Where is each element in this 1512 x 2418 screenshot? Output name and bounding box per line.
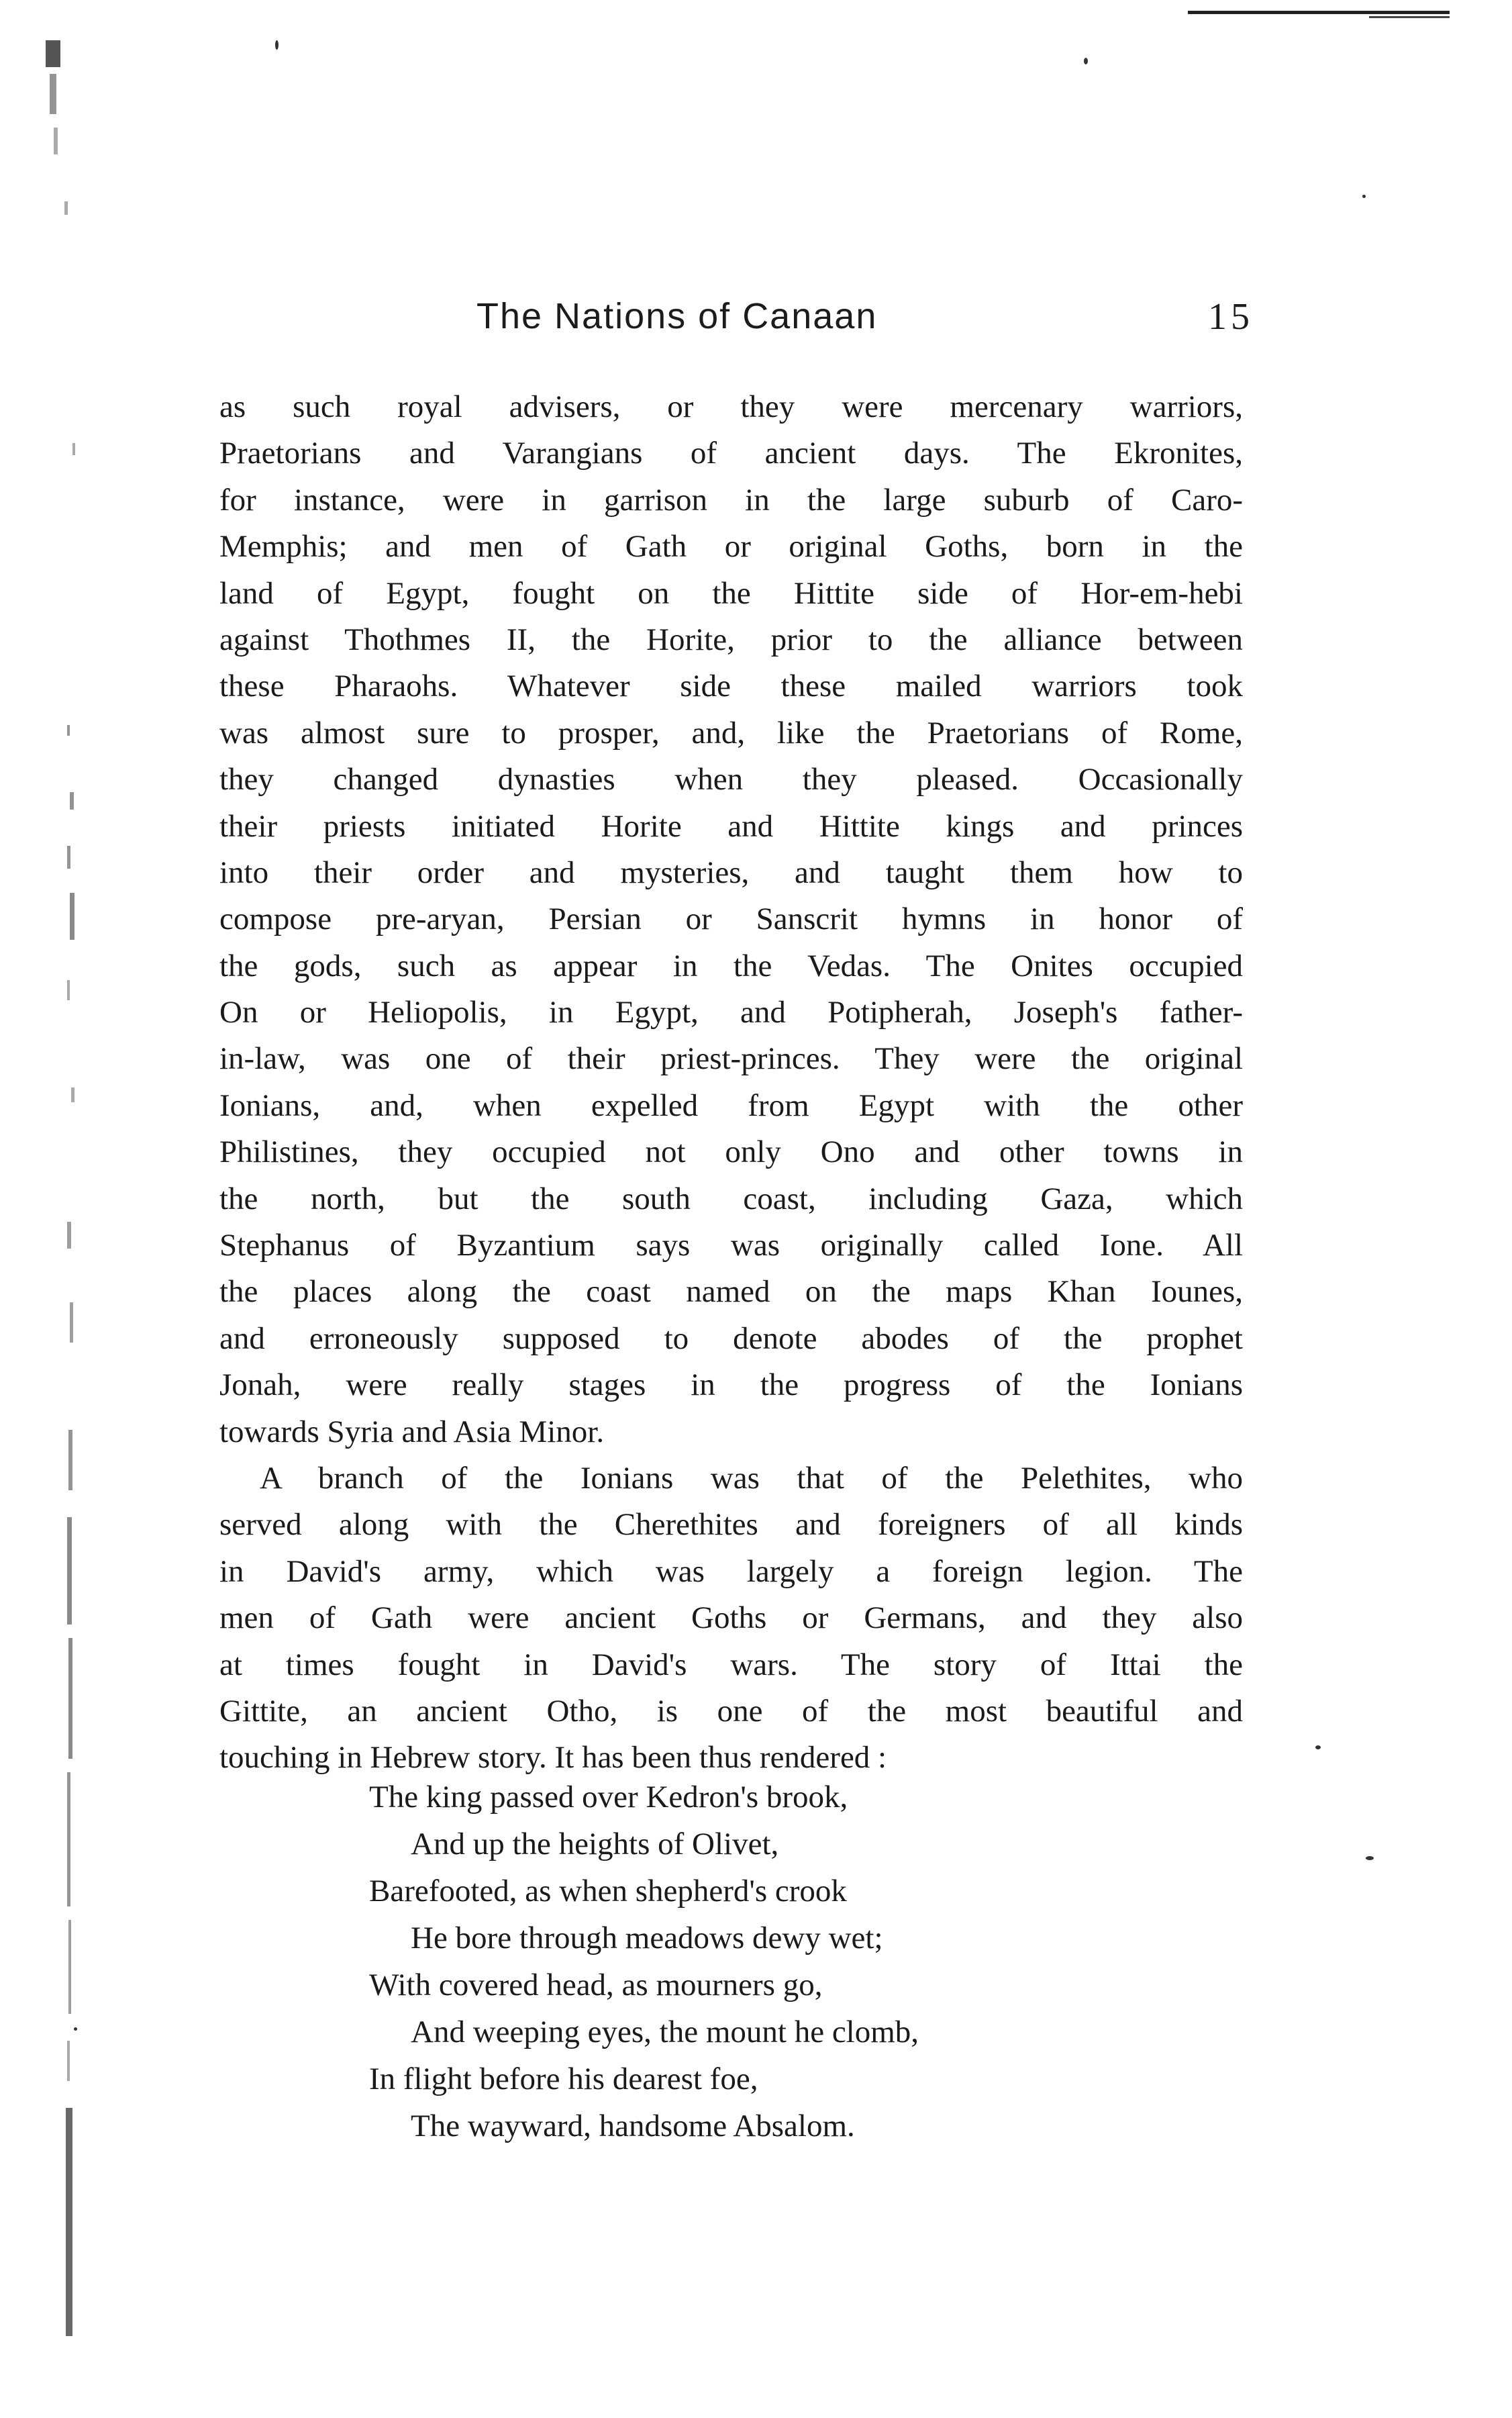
text-line: Praetorians and Varangians of ancient days. The Ekronites,	[219, 436, 1243, 471]
text-line: as such royal advisers, or they were mercenary warriors,	[219, 389, 1243, 424]
running-title: The Nations of Canaan	[476, 296, 878, 336]
poem-line: Barefooted, as when shepherd's crook	[369, 1874, 847, 1908]
body-text	[219, 384, 1243, 1782]
ink-speck	[1366, 1856, 1374, 1860]
text-line: the places along the coast named on the maps Khan Iounes,	[219, 1274, 1243, 1310]
text-line: and erroneously supposed to denote abodes of the prophet	[219, 1320, 1243, 1356]
text-line: A branch of the Ionians was that of the Pelethites, who	[260, 1460, 1243, 1496]
poem-line: He bore through meadows dewy wet;	[411, 1921, 883, 1955]
text-line: men of Gath were ancient Goths or Germans, and they also	[219, 1600, 1243, 1636]
text-line: in-law, was one of their priest-princes. They were the original	[219, 1041, 1243, 1077]
text-line: Memphis; and men of Gath or original Goths, born in the	[219, 529, 1243, 565]
poem-line: In flight before his dearest foe,	[369, 2062, 758, 2096]
poem-stanza	[369, 1774, 1174, 2149]
text-line: into their order and mysteries, and taught them how to	[219, 855, 1243, 890]
ink-speck	[1315, 1745, 1321, 1749]
text-line: compose pre-aryan, Persian or Sanscrit hymns in honor of	[219, 902, 1243, 937]
top-scan-rule	[1188, 11, 1450, 14]
text-line: Philistines, they occupied not only Ono and other towns in	[219, 1134, 1243, 1170]
binding-edge-artifact	[40, 27, 101, 2403]
text-line: in David's army, which was largely a foreign legion. The	[219, 1553, 1243, 1589]
ink-speck	[1084, 58, 1088, 64]
text-line: they changed dynasties when they pleased. Occasionally	[219, 762, 1243, 797]
ink-speck	[1362, 195, 1366, 198]
text-line: Gittite, an ancient Otho, is one of the most beautiful and	[219, 1693, 1243, 1729]
text-line: touching in Hebrew story. It has been thus rendered :	[219, 1740, 887, 1776]
poem-line: With covered head, as mourners go,	[369, 1968, 823, 2002]
text-line: served along with the Cherethites and foreigners of all kinds	[219, 1507, 1243, 1543]
text-line: was almost sure to prosper, and, like the Praetorians of Rome,	[219, 715, 1243, 751]
poem-line: And weeping eyes, the mount he clomb,	[411, 2015, 919, 2049]
poem-line: And up the heights of Olivet,	[411, 1827, 779, 1861]
text-line: Ionians, and, when expelled from Egypt with the other	[219, 1087, 1243, 1123]
page-number: 15	[1208, 296, 1254, 338]
text-line: Stephanus of Byzantium says was originally called Ione. All	[219, 1228, 1243, 1263]
text-line: the gods, such as appear in the Vedas. The Onites occupied	[219, 948, 1243, 983]
text-line: land of Egypt, fought on the Hittite side of Hor-em-hebi	[219, 575, 1243, 611]
text-line: these Pharaohs. Whatever side these mailed warriors took	[219, 669, 1243, 704]
text-line: towards Syria and Asia Minor.	[219, 1414, 605, 1449]
text-line: On or Heliopolis, in Egypt, and Potipherah, Joseph's father-	[219, 995, 1243, 1030]
top-scan-rule-secondary	[1369, 16, 1450, 18]
ink-speck	[275, 40, 279, 50]
poem-line: The wayward, handsome Absalom.	[411, 2109, 855, 2143]
text-line: their priests initiated Horite and Hittite kings and princes	[219, 808, 1243, 844]
running-head	[0, 295, 1512, 356]
text-line: for instance, were in garrison in the large suburb of Caro-	[219, 482, 1243, 518]
ink-speck	[74, 2027, 77, 2031]
text-line: the north, but the south coast, including Gaza, which	[219, 1181, 1243, 1216]
poem-line: The king passed over Kedron's brook,	[369, 1780, 848, 1815]
text-line: Jonah, were really stages in the progress of the Ionians	[219, 1367, 1243, 1403]
text-line: against Thothmes II, the Horite, prior to the alliance between	[219, 622, 1243, 657]
text-line: at times fought in David's wars. The story of Ittai the	[219, 1647, 1243, 1682]
